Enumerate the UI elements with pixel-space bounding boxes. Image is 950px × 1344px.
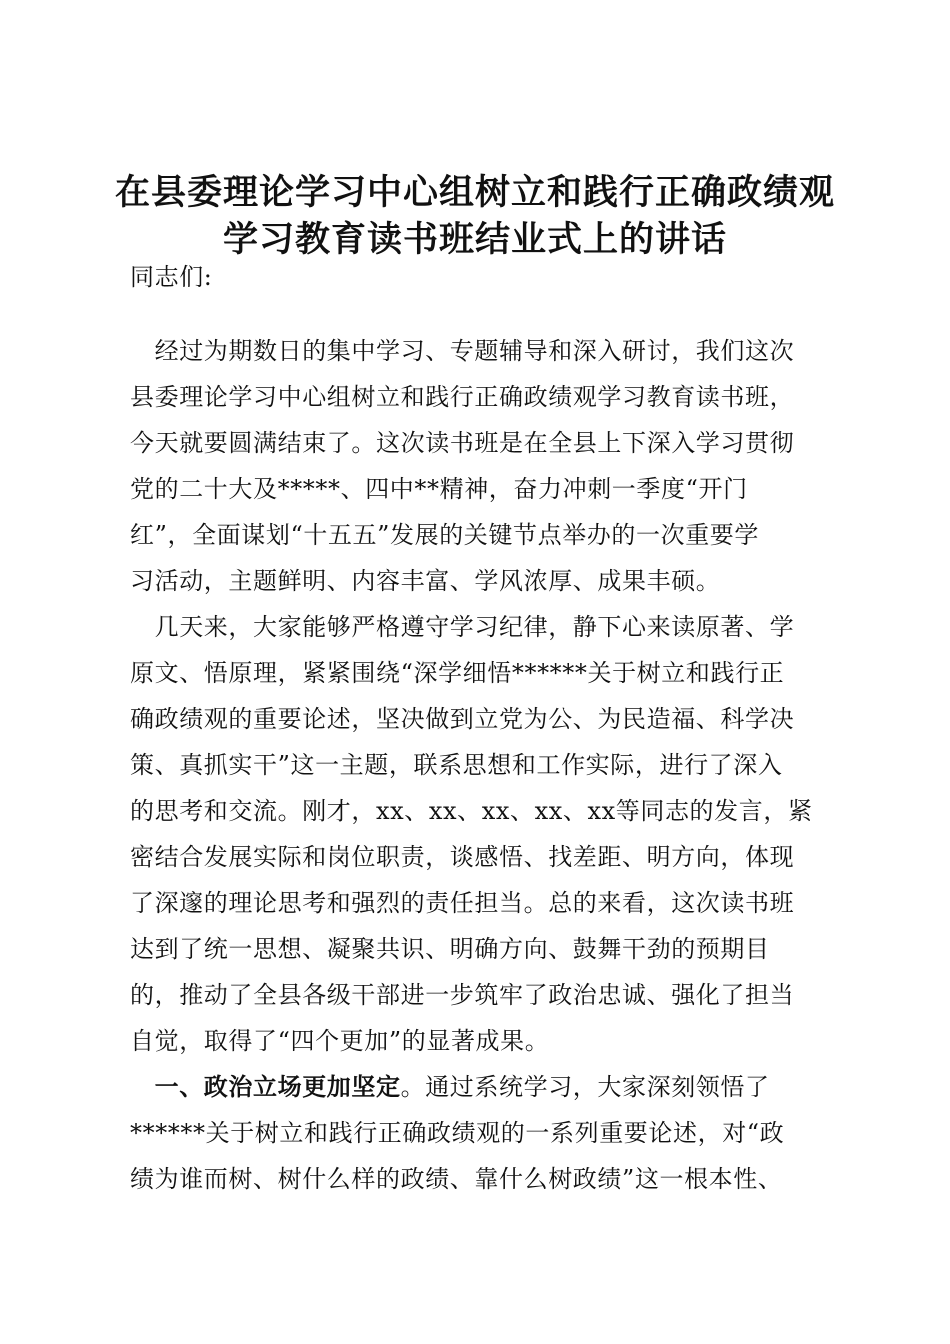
body-line: 的，推动了全县各级干部进一步筑牢了政治忠诚、强化了担当 <box>130 981 795 1009</box>
body-line: 自觉，取得了“四个更加”的显著成果。 <box>130 1027 550 1055</box>
body-line: 绩为谁而树、树什么样的政绩、靠什么树政绩”这一根本性、 <box>130 1165 783 1193</box>
body-text <box>130 328 830 1202</box>
body-line: 几天来，大家能够严格遵守学习纪律，静下心来读原著、学 <box>130 613 795 641</box>
body-line: 策、真抓实干”这一主题，联系思想和工作实际，进行了深入 <box>130 751 783 779</box>
body-line: 了深邃的理论思考和强烈的责任担当。总的来看，这次读书班 <box>130 889 795 917</box>
body-line: 今天就要圆满结束了。这次读书班是在全县上下深入学习贯彻 <box>130 429 795 457</box>
body-line: 党的二十大及*****、四中**精神，奋力冲刺一季度“开门 <box>130 475 748 503</box>
section-1-first-line <box>130 1064 830 1110</box>
section-1-text: 。通过系统学习，大家深刻领悟了 <box>400 1073 770 1101</box>
body-line: 县委理论学习中心组树立和践行正确政绩观学习教育读书班， <box>130 383 795 411</box>
greeting: 同志们: <box>130 263 213 291</box>
document-title-line-2: 学习教育读书班结业式上的讲话 <box>222 220 727 260</box>
body-line: 习活动，主题鲜明、内容丰富、学风浓厚、成果丰硕。 <box>130 567 721 595</box>
section-1-heading: 一、政治立场更加坚定 <box>130 1072 401 1101</box>
body-line: 原文、悟原理，紧紧围绕“深学细悟******关于树立和践行正 <box>130 659 785 687</box>
body-line: ******关于树立和践行正确政绩观的一系列重要论述，对“政 <box>130 1119 785 1147</box>
body-line: 确政绩观的重要论述，坚决做到立党为公、为民造福、科学决 <box>130 705 795 733</box>
document-title-line-1: 在县委理论学习中心组树立和践行正确政绩观 <box>114 173 835 213</box>
body-line: 达到了统一思想、凝聚共识、明确方向、鼓舞干劲的预期目 <box>130 935 770 963</box>
body-line: 的思考和交流。刚才，xx、xx、xx、xx、xx等同志的发言，紧 <box>130 797 813 825</box>
body-line: 经过为期数日的集中学习、专题辅导和深入研讨，我们这次 <box>130 337 795 365</box>
body-line: 红”，全面谋划“十五五”发展的关键节点举办的一次重要学 <box>130 521 760 549</box>
body-line: 密结合发展实际和岗位职责，谈感悟、找差距、明方向，体现 <box>130 843 795 871</box>
